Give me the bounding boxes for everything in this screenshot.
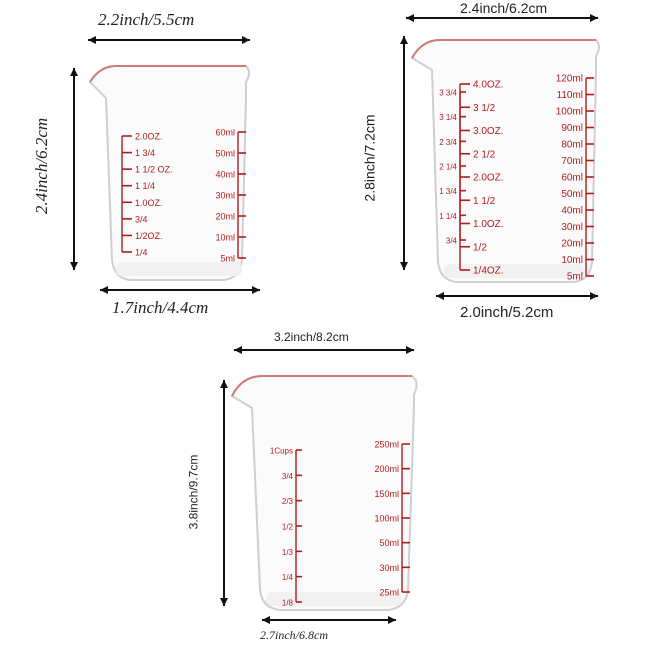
graduation-label: 1.0OZ. [135,197,163,208]
large-bottom-width-label: 2.7inch/6.8cm [260,628,328,642]
graduation-label: 3 1/2 [473,102,496,114]
graduation-label: 1 3/4 [439,187,457,197]
beaker-large-cup-scale [270,447,302,608]
large-height-label: 3.8inch/9.7cm [186,454,201,530]
graduation-label: 40ml [561,205,583,217]
graduation-label: 70ml [561,156,583,167]
graduation-label: 1/2 [281,522,293,532]
graduation-label: 3 1/4 [439,113,457,123]
graduation-label: 3/4 [281,471,293,481]
medium-bottom-width-label: 2.0inch/5.2cm [460,304,554,321]
graduation-label: 20ml [215,211,235,222]
graduation-label: 1/3 [281,547,293,557]
graduation-label: 3/4 [135,214,148,225]
graduation-label: 1/8 [281,598,293,608]
graduation-label: 50ml [215,148,235,159]
medium-top-width-label: 2.4inch/6.2cm [460,0,548,16]
graduation-label: 2 1/2 [473,149,496,161]
beaker-medium-fraction-scale [439,89,466,246]
beaker-large [186,320,450,650]
graduation-label: 2 1/4 [439,162,457,172]
graduation-label: 2/3 [281,497,293,507]
graduation-label: 1 1/4 [135,181,156,192]
graduation-label: 30ml [379,562,399,573]
beaker-medium-oz-scale [460,80,504,277]
graduation-label: 20ml [561,238,583,250]
graduation-label: 60ml [215,127,235,138]
beaker-medium-ml-scale [556,74,594,283]
beaker-small [32,0,290,330]
graduation-label: 1 3/4 [135,148,156,159]
graduation-label: 100ml [374,513,399,524]
graduation-label: 100ml [555,106,583,118]
graduation-label: 150ml [374,488,399,499]
graduation-label: 200ml [374,464,399,475]
graduation-label: 40ml [215,169,235,180]
beaker-large-ml-scale [374,440,410,598]
graduation-label: 60ml [561,172,583,184]
graduation-label: 30ml [561,222,583,233]
medium-height-label: 2.8inch/7.2cm [361,114,378,202]
graduation-label: 1/2 [473,242,487,254]
graduation-label: 10ml [215,232,235,243]
graduation-label: 1 1/2 OZ. [135,164,173,175]
graduation-label: 250ml [374,439,399,450]
graduation-label: 30ml [215,190,235,201]
graduation-label: 2.0OZ. [135,131,163,142]
small-top-width-label: 2.2inch/5.5cm [98,10,195,29]
beaker-small-ml-scale [215,128,246,264]
small-height-label: 2.4inch/6.2cm [32,117,52,215]
graduation-label: 3.0OZ. [473,126,504,137]
beaker-small-oz-scale [122,132,173,258]
graduation-label: 3 3/4 [439,88,457,98]
graduation-label: 3/4 [445,236,457,246]
graduation-label: 1/4 [135,247,148,258]
graduation-label: 50ml [379,538,399,549]
large-top-width-label: 3.2inch/8.2cm [274,330,349,344]
beaker-medium [360,0,650,330]
graduation-label: 1 1/2 [473,195,496,207]
graduation-label: 1Cups [269,446,293,456]
graduation-label: 5ml [220,253,235,264]
graduation-label: 10ml [561,255,583,266]
graduation-label: 1 1/4 [439,211,457,221]
graduation-label: 1/4OZ. [473,265,504,277]
graduation-label: 110ml [556,90,583,101]
graduation-label: 4.0OZ. [473,79,504,91]
graduation-label: 1.0OZ. [473,219,504,230]
graduation-label: 90ml [561,123,583,134]
graduation-label: 5ml [566,271,583,283]
small-bottom-width-label: 1.7inch/4.4cm [112,298,209,317]
graduation-label: 80ml [561,139,583,151]
graduation-label: 25ml [379,587,399,598]
graduation-label: 120ml [555,73,583,85]
graduation-label: 2 3/4 [439,137,457,147]
graduation-label: 50ml [561,189,583,200]
graduation-label: 1/4 [281,573,293,583]
graduation-label: 1/2OZ. [135,230,163,241]
graduation-label: 2.0OZ. [473,172,504,184]
